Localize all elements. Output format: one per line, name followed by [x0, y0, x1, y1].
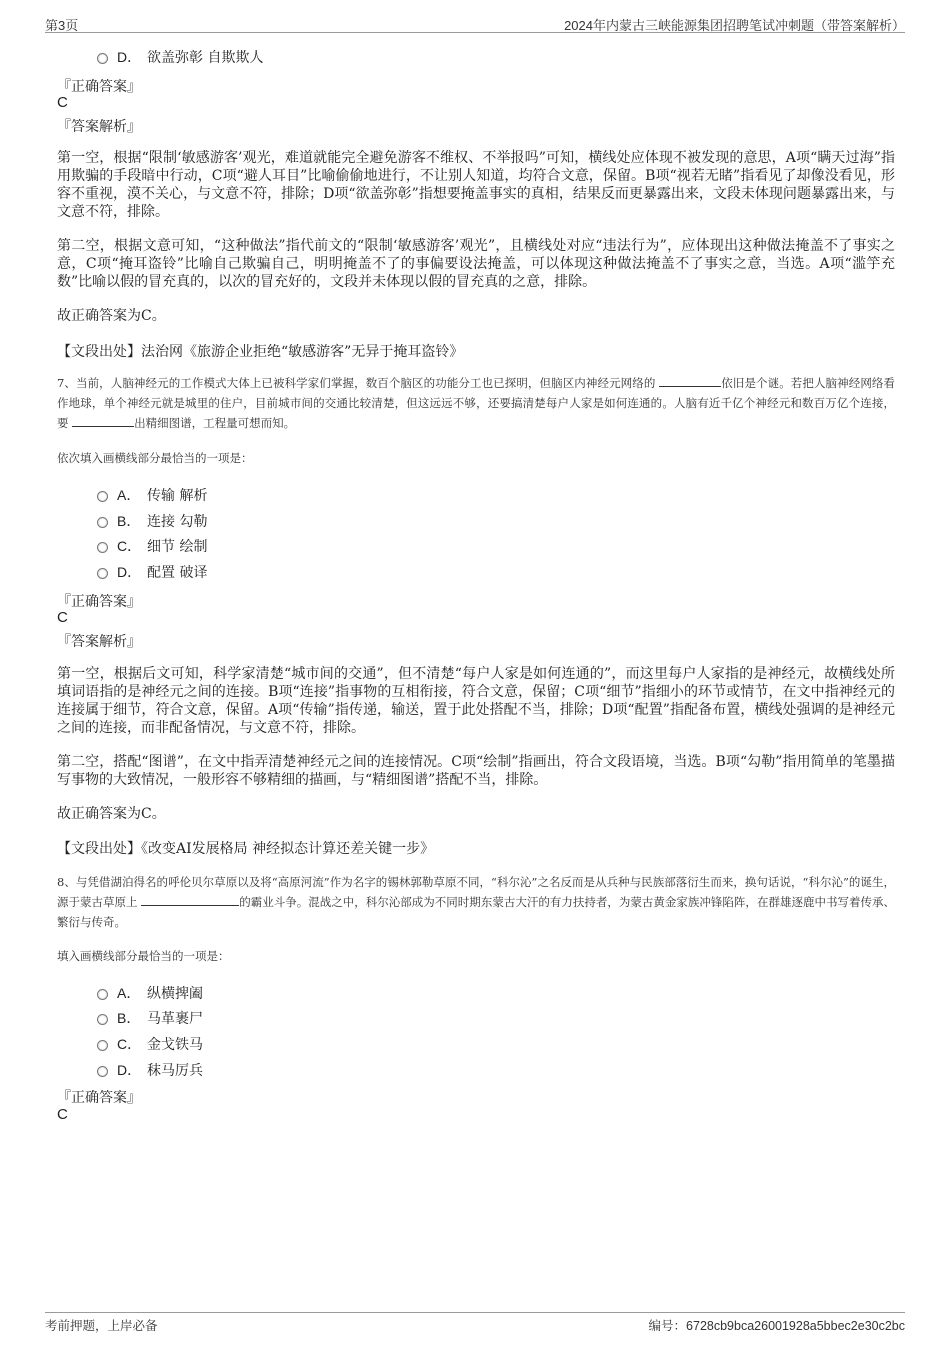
radio-icon[interactable]: [97, 542, 108, 553]
q7-option-a[interactable]: [97, 485, 207, 505]
option-text: 配置 破译: [147, 565, 208, 581]
q8-option-a[interactable]: [97, 983, 203, 1003]
option-letter: D．: [117, 564, 142, 580]
document-title: 2024年内蒙古三峡能源集团招聘笔试冲刺题（带答案解析）: [564, 18, 905, 33]
analysis-paragraph: 第二空，搭配“图谱”，在文中指弄清楚神经元之间的连接情况。C项“绘制”指画出，符合文段语境，当选。B项“勾勒”指用简单的笔墨描写事物的大致情况，一般形容不够精细的描画，与“精细图谱”搭配不当，排除。: [57, 754, 895, 788]
option-letter: C．: [117, 538, 142, 554]
q8-option-d[interactable]: [97, 1060, 203, 1080]
radio-icon[interactable]: [97, 989, 108, 1000]
radio-icon[interactable]: [97, 1040, 108, 1051]
option-letter: B．: [117, 1010, 141, 1026]
stem-text: 依旧是个谜。若把人脑神经网络看作地球，单个神经元就是城里的住户，目前城市间的交通比较清楚，但这远远不够，还要搞清楚每户人家是如何连通的。人脑有近千亿个神经元和数百万亿个连接，要: [57, 376, 896, 430]
analysis-paragraph: 第一空，根据后文可知，科学家清楚“城市间的交通”，但不清楚“每户人家是如何连通的”，而这里每户人家指的是神经元，故横线处所填词语指的是神经元之间的连接。B项“连接”指事物的互相衔接，符合文意，保留；C项“细节”指细小的环节或情节，在文中指神经元的连接属于细节，符合文意，保留。A项“传输”指传递，输送，置于此处搭配不当，排除；D项“配置”指配备布置，横线处强调的是神经元之间的连接，而非配备情况，与文意不符，排除。: [57, 666, 895, 736]
answer-label: 『正确答案』: [57, 1090, 141, 1106]
fill-blank: [141, 893, 239, 906]
option-letter: A．: [117, 487, 141, 503]
conclusion: 故正确答案为C。: [57, 308, 166, 324]
question-instruction: 填入画横线部分最恰当的一项是：: [57, 949, 230, 963]
answer-value: C: [57, 94, 68, 111]
option-text: 欲盖弥彰 自欺欺人: [147, 50, 264, 66]
radio-icon[interactable]: [97, 517, 108, 528]
option-text: 纵横捭阖: [147, 986, 203, 1002]
page-number: 第3页: [45, 18, 79, 33]
option-text: 马革裹尸: [147, 1011, 203, 1027]
stem-text: 7、当前，人脑神经元的工作模式大体上已被科学家们掌握，数百个脑区的功能分工也已探明，但脑区内神经元网络的: [57, 376, 660, 390]
question-7-stem: [57, 373, 895, 433]
question-instruction: 依次填入画横线部分最恰当的一项是：: [57, 451, 253, 465]
answer-label: 『正确答案』: [57, 594, 141, 610]
stem-text: 出精细图谱，工程量可想而知。: [134, 416, 296, 430]
option-text: 金戈铁马: [147, 1037, 203, 1053]
radio-icon[interactable]: [97, 491, 108, 502]
question-8-stem: [57, 872, 895, 932]
answer-label: 『正确答案』: [57, 79, 141, 95]
analysis-label: 『答案解析』: [57, 634, 141, 650]
fill-blank: [659, 374, 721, 387]
page-header: [45, 12, 905, 33]
answer-value: C: [57, 1106, 68, 1123]
radio-icon[interactable]: [97, 568, 108, 579]
option-text: 细节 绘制: [147, 539, 208, 555]
q8-option-b[interactable]: [97, 1008, 203, 1028]
analysis-paragraph: 第二空，根据文意可知，“这种做法”指代前文的“限制‘敏感游客’观光”，且横线处对应“违法行为”，应体现出这种做法掩盖不了事实之意，C项“掩耳盗铃”比喻自己欺骗自己，明明掩盖不了的事偏要设法掩盖，可以体现这种做法掩盖不了事实之意，当选。A项“滥竽充数”比喻以假的冒充真的，以次的冒充好的，文段并未体现以假的冒充真的之意，排除。: [57, 238, 895, 290]
stem-text: 的霸业斗争。混战之中，科尔沁部成为不同时期东蒙古大汗的有力扶持者，为蒙古黄金家族冲锋陷阵，在群雄逐鹿中书写着传承、繁衍与传奇。: [57, 895, 895, 929]
option-text: 秣马厉兵: [147, 1063, 203, 1079]
q7-option-b[interactable]: [97, 511, 207, 531]
analysis-label: 『答案解析』: [57, 119, 141, 135]
option-letter: D．: [117, 49, 142, 65]
stem-text: 8、与凭借湖泊得名的呼伦贝尔草原以及将“高原河流”作为名字的锡林郭勒草原不同，“科尔沁”之名反而是从兵种与民族部落衍生而来，换句话说，“科尔沁”的诞生，源于蒙古草原上: [57, 875, 895, 909]
analysis-paragraph: 第一空，根据“限制‘敏感游客’观光，难道就能完全避免游客不维权、不举报吗”可知，横线处应体现不被发现的意思，A项“瞒天过海”指用欺骗的手段暗中行动，C项“避人耳目”比喻偷偷地进行，不让别人知道，均符合文意，保留。B项“视若无睹”指看见了却像没看见，形容不重视，漠不关心，与文意不符，排除；D项“欲盖弥彰”指想要掩盖事实的真相，结果反而更暴露出来，文段未体现问题暴露出来，与文意不符，排除。: [57, 150, 895, 220]
option-text: 连接 勾勒: [147, 514, 208, 530]
radio-icon[interactable]: [97, 53, 108, 64]
document-id: 编号：6728cb9bca26001928a5bbec2e30c2bc: [648, 1319, 905, 1333]
radio-icon[interactable]: [97, 1014, 108, 1025]
option-letter: A．: [117, 985, 141, 1001]
q7-option-d[interactable]: [97, 562, 207, 582]
radio-icon[interactable]: [97, 1066, 108, 1077]
q8-option-c[interactable]: [97, 1034, 203, 1054]
option-letter: B．: [117, 513, 141, 529]
footer-slogan: 考前押题，上岸必备: [45, 1318, 158, 1333]
page-footer: [45, 1312, 905, 1333]
option-letter: D．: [117, 1062, 142, 1078]
conclusion: 故正确答案为C。: [57, 806, 166, 822]
option-letter: C．: [117, 1036, 142, 1052]
prev-option-d[interactable]: [97, 47, 263, 67]
source-citation: 【文段出处】法治网《旅游企业拒绝“敏感游客”无异于掩耳盗铃》: [57, 344, 464, 360]
answer-value: C: [57, 609, 68, 626]
source-citation: 【文段出处】《改变AI发展格局 神经拟态计算还差关键一步》: [57, 841, 435, 857]
q7-option-c[interactable]: [97, 536, 207, 556]
fill-blank: [72, 414, 134, 427]
option-text: 传输 解析: [147, 488, 208, 504]
